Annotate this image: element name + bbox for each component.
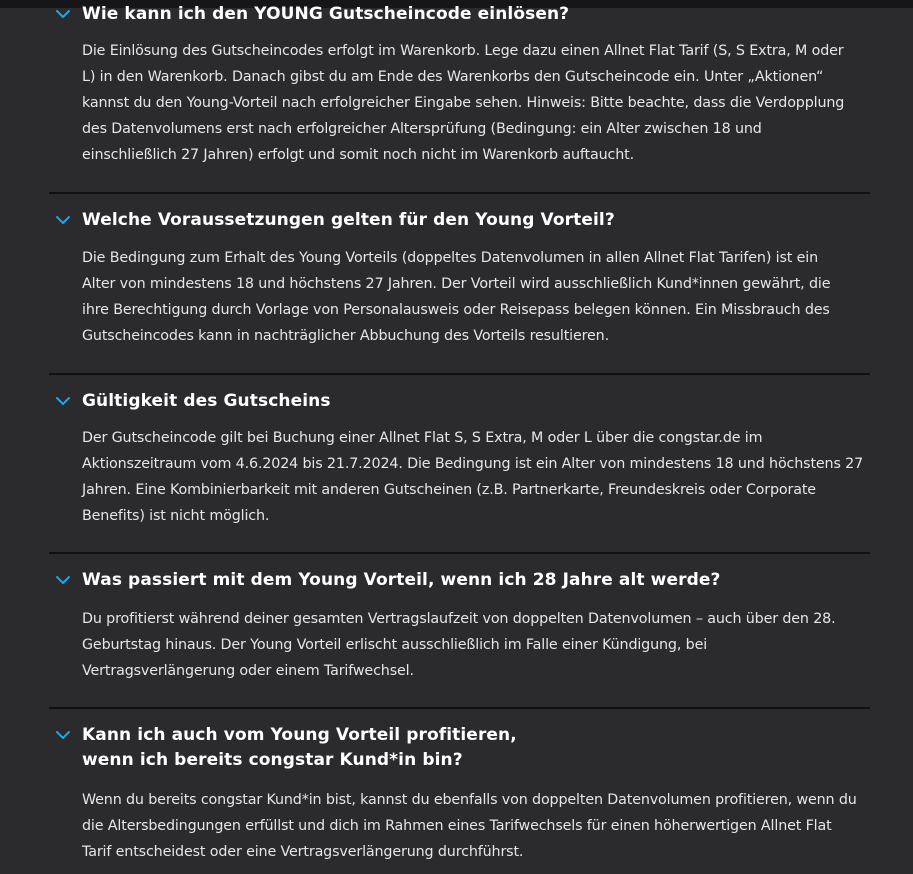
faq-divider (49, 552, 870, 554)
chevron-down-icon[interactable] (54, 726, 72, 744)
faq-answer-line: kannst du den Young-Vorteil nach erfolgreicher Eingabe sehen. Hinweis: Bitte beachte, dass die Verdopplung (82, 95, 845, 111)
chevron-down-icon[interactable] (54, 211, 72, 229)
faq-question-line: Kann ich auch vom Young Vorteil profitieren, (82, 725, 517, 745)
faq-answer-line: Gutscheincodes kann in nachträglicher Abbuchung des Vorteils resultieren. (82, 328, 609, 344)
faq-answer (82, 245, 872, 349)
faq-answer (82, 425, 872, 529)
faq-question[interactable] (82, 389, 331, 414)
faq-question-line: Welche Voraussetzungen gelten für den Young Vorteil? (82, 210, 615, 230)
faq-question-line: Gültigkeit des Gutscheins (82, 391, 331, 411)
faq-answer-line: einschließlich 27 Jahren) erfolgt und somit noch nicht im Warenkorb auftaucht. (82, 147, 634, 163)
faq-answer (82, 606, 872, 684)
chevron-down-icon[interactable] (54, 5, 72, 23)
faq-question[interactable] (82, 568, 720, 593)
faq-answer-line: Vertragsverlängerung oder einem Tarifwechsel. (82, 663, 414, 679)
faq-answer-line: Du profitierst während deiner gesamten Vertragslaufzeit von doppelten Datenvolumen – auch über den 28. (82, 611, 836, 627)
faq-divider (49, 373, 870, 375)
faq-answer (82, 38, 872, 168)
faq-answer-line: Alter von mindestens 18 und höchstens 27 Jahren. Der Vorteil wird ausschließlich Kund*innen gewährt, die (82, 276, 831, 292)
faq-answer-line: Aktionszeitraum vom 4.6.2024 bis 21.7.2024. Die Bedingung ist ein Alter von mindestens 18 und höchstens 27 (82, 456, 864, 472)
faq-question-line: Was passiert mit dem Young Vorteil, wenn ich 28 Jahre alt werde? (82, 570, 721, 590)
chevron-down-icon[interactable] (54, 392, 72, 410)
faq-answer (82, 787, 872, 865)
faq-answer-line: Die Bedingung zum Erhalt des Young Vorteils (doppeltes Datenvolumen in allen Allnet Flat Tarifen) ist ein (82, 250, 818, 266)
faq-question[interactable] (82, 208, 615, 233)
faq-question[interactable] (82, 723, 517, 773)
faq-answer-line: Geburtstag hinaus. Der Young Vorteil erlischt ausschließlich im Falle einer Kündigung, bei (82, 637, 708, 653)
faq-answer-line: Die Einlösung des Gutscheincodes erfolgt im Warenkorb. Lege dazu einen Allnet Flat Tarif (S, S Extra, M oder (82, 43, 844, 59)
faq-divider (49, 707, 870, 709)
faq-answer-line: des Datenvolumens erst nach erfolgreicher Altersprüfung (Bedingung: ein Alter zwischen 18 und (82, 121, 762, 137)
faq-answer-line: Benefits) ist nicht möglich. (82, 508, 270, 524)
chevron-down-icon[interactable] (54, 571, 72, 589)
faq-divider (49, 192, 870, 194)
faq-answer-line: ihre Berechtigung durch Vorlage von Personalausweis oder Reisepass belegen können. Ein Missbrauch des (82, 302, 830, 318)
faq-question[interactable] (82, 2, 569, 27)
faq-answer-line: Jahren. Eine Kombinierbarkeit mit anderen Gutscheinen (z.B. Partnerkarte, Freundeskreis oder Corporate (82, 482, 816, 498)
faq-question-line: wenn ich bereits congstar Kund*in bin? (82, 750, 463, 770)
faq-answer-line: Tarif entscheidest oder eine Vertragsverlängerung durchführst. (82, 844, 524, 860)
faq-answer-line: die Altersbedingungen erfüllst und dich im Rahmen eines Tarifwechsels für einen höherwertigen Allnet Flat (82, 818, 832, 834)
faq-answer-line: Der Gutscheincode gilt bei Buchung einer Allnet Flat S, S Extra, M oder L über die congstar.de im (82, 430, 763, 446)
faq-answer-line: L) in den Warenkorb. Danach gibst du am Ende des Warenkorbs den Gutscheincode ein. Unter „Aktionen“ (82, 69, 824, 85)
faq-answer-line: Wenn du bereits congstar Kund*in bist, kannst du ebenfalls von doppelten Datenvolumen profitieren, wenn du (82, 792, 857, 808)
faq-question-line: Wie kann ich den YOUNG Gutscheincode einlösen? (82, 4, 570, 24)
